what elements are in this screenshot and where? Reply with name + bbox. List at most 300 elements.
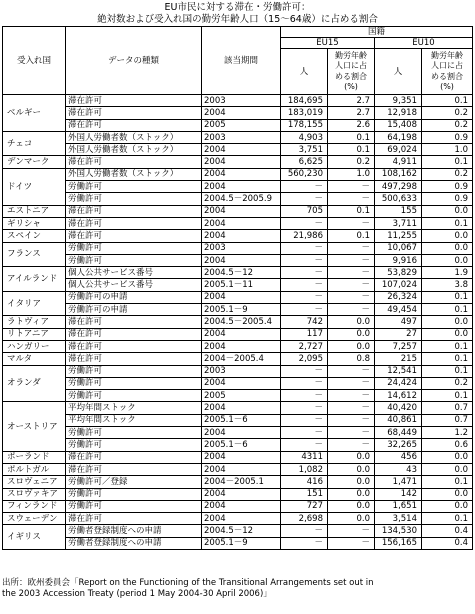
title-line-2: 絶対数および受入れ国の勤労年齢人口（15～64歳）に占める割合: [97, 14, 378, 25]
eu15-share-cell: 0.2: [328, 156, 375, 168]
data-type-cell: 平均年間ストック: [66, 414, 202, 426]
eu15-share-cell: －: [328, 254, 375, 266]
eu10-count-cell: 1,651: [375, 500, 422, 512]
eu10-count-cell: 11,255: [375, 230, 422, 242]
eu15-count-cell: －: [281, 377, 328, 389]
data-type-cell: 外国人労働者数（ストック）: [66, 144, 202, 156]
eu15-count-cell: －: [281, 427, 328, 439]
eu15-share-cell: －: [328, 242, 375, 254]
data-type-cell: 労働許可／登録: [66, 476, 202, 488]
period-cell: 2004: [202, 500, 281, 512]
eu10-count-cell: 15,408: [375, 119, 422, 131]
country-cell: マルタ: [3, 353, 66, 365]
period-cell: 2004.5－2005.9: [202, 193, 281, 205]
header-eu10-persons: 人: [375, 49, 422, 95]
eu15-count-cell: 727: [281, 500, 328, 512]
country-cell: イタリア: [3, 291, 66, 316]
eu15-count-cell: －: [281, 254, 328, 266]
eu10-share-cell: 0.0: [422, 328, 473, 340]
eu15-share-cell: －: [328, 291, 375, 303]
eu10-share-cell: 0.2: [422, 377, 473, 389]
eu15-count-cell: 4311: [281, 451, 328, 463]
period-cell: 2005.1－9: [202, 304, 281, 316]
eu10-count-cell: 69,024: [375, 144, 422, 156]
country-cell: スウェーデン: [3, 513, 66, 525]
eu15-count-cell: 742: [281, 316, 328, 328]
table-row: [3, 279, 473, 291]
country-cell: ベルギー: [3, 95, 66, 132]
eu10-share-cell: 0.6: [422, 439, 473, 451]
table-row: [3, 119, 473, 131]
period-cell: 2004: [202, 328, 281, 340]
period-cell: 2005.1－11: [202, 279, 281, 291]
period-cell: 2004－2005.1: [202, 476, 281, 488]
table-row: [3, 304, 473, 316]
eu15-share-cell: 0.0: [328, 340, 375, 352]
eu15-share-cell: 0.0: [328, 316, 375, 328]
eu10-count-cell: 497: [375, 316, 422, 328]
data-type-cell: 滞在許可: [66, 353, 202, 365]
data-type-cell: 労働者登録制度への申請: [66, 525, 202, 537]
table-row: [3, 537, 473, 549]
eu10-count-cell: 142: [375, 488, 422, 500]
country-cell: ドイツ: [3, 168, 66, 205]
data-type-cell: 労働者登録制度への申請: [66, 537, 202, 549]
eu15-share-cell: －: [328, 217, 375, 229]
header-period: 該当期間: [202, 27, 281, 95]
country-cell: ポルトガル: [3, 463, 66, 475]
eu10-count-cell: 68,449: [375, 427, 422, 439]
period-cell: 2003: [202, 131, 281, 143]
eu10-share-cell: 0.2: [422, 107, 473, 119]
eu15-count-cell: －: [281, 390, 328, 402]
eu10-share-cell: 0.1: [422, 304, 473, 316]
data-type-cell: 滞在許可: [66, 107, 202, 119]
eu15-share-cell: 2.7: [328, 107, 375, 119]
eu10-share-cell: 0.0: [422, 254, 473, 266]
eu10-count-cell: 40,420: [375, 402, 422, 414]
country-cell: ギリシャ: [3, 217, 66, 229]
data-type-cell: 労働許可: [66, 488, 202, 500]
country-cell: エストニア: [3, 205, 66, 217]
eu10-share-cell: 0.1: [422, 95, 473, 107]
eu10-share-cell: 0.9: [422, 181, 473, 193]
eu15-share-cell: 2.7: [328, 95, 375, 107]
eu15-share-cell: －: [328, 267, 375, 279]
data-type-cell: 個人公共サービス番号: [66, 279, 202, 291]
table-body: [3, 95, 473, 550]
eu10-share-cell: 0.1: [422, 156, 473, 168]
period-cell: 2004: [202, 144, 281, 156]
table-row: [3, 353, 473, 365]
table-row: [3, 451, 473, 463]
table-row: [3, 205, 473, 217]
period-cell: 2004.5－12: [202, 525, 281, 537]
eu15-count-cell: 6,625: [281, 156, 328, 168]
eu15-share-cell: 0.0: [328, 500, 375, 512]
eu10-share-cell: 0.0: [422, 316, 473, 328]
table-row: [3, 513, 473, 525]
table-row: [3, 242, 473, 254]
eu15-share-cell: －: [328, 181, 375, 193]
eu10-share-cell: 0.2: [422, 168, 473, 180]
country-cell: オーストリア: [3, 402, 66, 451]
eu15-share-cell: －: [328, 193, 375, 205]
eu15-share-cell: 0.1: [328, 205, 375, 217]
eu10-share-cell: 0.2: [422, 119, 473, 131]
eu15-share-cell: －: [328, 402, 375, 414]
eu10-count-cell: 7,257: [375, 340, 422, 352]
table-row: [3, 181, 473, 193]
eu15-count-cell: 117: [281, 328, 328, 340]
eu10-share-cell: 0.0: [422, 451, 473, 463]
eu10-share-cell: 0.7: [422, 402, 473, 414]
eu10-count-cell: 9,351: [375, 95, 422, 107]
eu15-share-cell: －: [328, 427, 375, 439]
data-type-cell: 滞在許可: [66, 205, 202, 217]
table-row: [3, 402, 473, 414]
eu15-count-cell: 4,903: [281, 131, 328, 143]
period-cell: 2004－2005.4: [202, 353, 281, 365]
eu15-count-cell: －: [281, 365, 328, 377]
table-row: [3, 217, 473, 229]
eu15-share-cell: －: [328, 279, 375, 291]
data-type-cell: 労働許可: [66, 439, 202, 451]
table-row: [3, 488, 473, 500]
period-cell: 2004.5－2005.4: [202, 316, 281, 328]
eu15-count-cell: －: [281, 181, 328, 193]
data-type-cell: 滞在許可: [66, 513, 202, 525]
period-cell: 2004: [202, 254, 281, 266]
eu15-count-cell: 416: [281, 476, 328, 488]
eu10-count-cell: 155: [375, 205, 422, 217]
eu10-share-cell: 0.1: [422, 476, 473, 488]
eu15-count-cell: －: [281, 279, 328, 291]
eu15-count-cell: 178,155: [281, 119, 328, 131]
eu15-share-cell: 1.0: [328, 168, 375, 180]
eu15-share-cell: 0.1: [328, 144, 375, 156]
header-eu15: EU15: [281, 38, 375, 49]
eu10-share-cell: 0.0: [422, 500, 473, 512]
table-row: [3, 267, 473, 279]
data-type-cell: 労働許可: [66, 427, 202, 439]
table-row: [3, 144, 473, 156]
table-row: [3, 340, 473, 352]
eu15-count-cell: 705: [281, 205, 328, 217]
country-cell: スロヴァキア: [3, 488, 66, 500]
eu10-share-cell: 0.1: [422, 217, 473, 229]
table-row: [3, 390, 473, 402]
eu15-count-cell: －: [281, 439, 328, 451]
eu10-count-cell: 26,324: [375, 291, 422, 303]
eu10-count-cell: 215: [375, 353, 422, 365]
data-type-cell: 労働許可の申請: [66, 304, 202, 316]
table-row: [3, 316, 473, 328]
data-type-cell: 労働許可: [66, 242, 202, 254]
eu10-count-cell: 500,633: [375, 193, 422, 205]
eu10-count-cell: 27: [375, 328, 422, 340]
eu15-share-cell: 0.1: [328, 230, 375, 242]
eu10-share-cell: 0.4: [422, 525, 473, 537]
eu10-share-cell: 1.9: [422, 267, 473, 279]
eu10-share-cell: 0.1: [422, 513, 473, 525]
eu10-count-cell: 9,916: [375, 254, 422, 266]
eu15-share-cell: －: [328, 439, 375, 451]
data-type-cell: 平均年間ストック: [66, 402, 202, 414]
data-type-cell: 滞在許可: [66, 230, 202, 242]
eu15-count-cell: －: [281, 267, 328, 279]
country-cell: デンマーク: [3, 156, 66, 168]
data-type-cell: 個人公共サービス番号: [66, 267, 202, 279]
eu15-share-cell: 0.8: [328, 353, 375, 365]
country-cell: オランダ: [3, 365, 66, 402]
table-header: [3, 27, 473, 95]
period-cell: 2004: [202, 107, 281, 119]
eu10-share-cell: 1.0: [422, 144, 473, 156]
header-data-type: データの種類: [66, 27, 202, 95]
table-row: [3, 463, 473, 475]
eu15-count-cell: －: [281, 242, 328, 254]
eu10-count-cell: 4,911: [375, 156, 422, 168]
country-cell: スロヴェニア: [3, 476, 66, 488]
country-cell: ポーランド: [3, 451, 66, 463]
period-cell: 2004: [202, 377, 281, 389]
table-row: [3, 365, 473, 377]
period-cell: 2004: [202, 291, 281, 303]
data-type-cell: 労働許可: [66, 377, 202, 389]
period-cell: 2005.1－6: [202, 414, 281, 426]
eu15-share-cell: 0.0: [328, 463, 375, 475]
data-type-cell: 滞在許可: [66, 340, 202, 352]
eu15-count-cell: 183,019: [281, 107, 328, 119]
eu10-count-cell: 3,711: [375, 217, 422, 229]
eu15-share-cell: 0.0: [328, 476, 375, 488]
period-cell: 2004: [202, 451, 281, 463]
source-note: [2, 578, 473, 600]
source-line-1: 出所：欧州委員会「Report on the Functioning of the Transitional Arrangements set out in: [2, 578, 374, 588]
eu10-count-cell: 134,530: [375, 525, 422, 537]
table-row: [3, 377, 473, 389]
eu10-count-cell: 53,829: [375, 267, 422, 279]
eu15-share-cell: 2.6: [328, 119, 375, 131]
data-type-cell: 労働許可の申請: [66, 291, 202, 303]
eu15-share-cell: 0.0: [328, 488, 375, 500]
eu10-share-cell: 0.0: [422, 230, 473, 242]
period-cell: 2003: [202, 95, 281, 107]
country-cell: スペイン: [3, 230, 66, 242]
eu10-share-cell: 0.9: [422, 131, 473, 143]
eu10-count-cell: 3,514: [375, 513, 422, 525]
eu15-count-cell: －: [281, 525, 328, 537]
data-type-cell: 労働許可: [66, 254, 202, 266]
period-cell: 2004: [202, 402, 281, 414]
eu10-count-cell: 156,165: [375, 537, 422, 549]
period-cell: 2004: [202, 230, 281, 242]
data-type-cell: 滞在許可: [66, 463, 202, 475]
data-type-cell: 滞在許可: [66, 316, 202, 328]
country-cell: ハンガリー: [3, 340, 66, 352]
period-cell: 2005: [202, 390, 281, 402]
eu15-count-cell: －: [281, 304, 328, 316]
eu10-share-cell: 0.9: [422, 193, 473, 205]
period-cell: 2004: [202, 217, 281, 229]
data-type-cell: 労働許可: [66, 193, 202, 205]
eu15-count-cell: 2,095: [281, 353, 328, 365]
data-type-cell: 労働許可: [66, 181, 202, 193]
table-row: [3, 193, 473, 205]
table-row: [3, 427, 473, 439]
eu10-count-cell: 456: [375, 451, 422, 463]
eu10-count-cell: 64,198: [375, 131, 422, 143]
data-type-cell: 滞在許可: [66, 328, 202, 340]
period-cell: 2003: [202, 365, 281, 377]
eu15-share-cell: －: [328, 537, 375, 549]
page-title: [0, 2, 475, 26]
header-eu10-share: 勤労年齢 人口に占 める割合 (%): [422, 49, 473, 95]
eu15-share-cell: 0.0: [328, 513, 375, 525]
period-cell: 2004: [202, 156, 281, 168]
table-row: [3, 254, 473, 266]
eu15-count-cell: 151: [281, 488, 328, 500]
eu15-count-cell: －: [281, 402, 328, 414]
eu15-count-cell: 184,695: [281, 95, 328, 107]
data-type-cell: 労働許可: [66, 365, 202, 377]
data-type-cell: 労働許可: [66, 500, 202, 512]
eu10-count-cell: 497,298: [375, 181, 422, 193]
eu10-share-cell: 0.0: [422, 463, 473, 475]
period-cell: 2004: [202, 488, 281, 500]
eu10-count-cell: 43: [375, 463, 422, 475]
eu15-share-cell: 0.0: [328, 451, 375, 463]
eu10-count-cell: 108,162: [375, 168, 422, 180]
eu15-share-cell: 0.0: [328, 328, 375, 340]
eu10-share-cell: 3.8: [422, 279, 473, 291]
period-cell: 2004: [202, 205, 281, 217]
table-row: [3, 414, 473, 426]
table-row: [3, 439, 473, 451]
period-cell: 2003: [202, 242, 281, 254]
eu15-share-cell: －: [328, 365, 375, 377]
eu15-share-cell: 0.1: [328, 131, 375, 143]
table-row: [3, 500, 473, 512]
data-type-cell: 滞在許可: [66, 119, 202, 131]
eu10-count-cell: 14,612: [375, 390, 422, 402]
period-cell: 2004: [202, 513, 281, 525]
eu15-count-cell: 21,986: [281, 230, 328, 242]
eu15-share-cell: －: [328, 390, 375, 402]
header-eu15-persons: 人: [281, 49, 328, 95]
table-row: [3, 328, 473, 340]
data-type-cell: 滞在許可: [66, 95, 202, 107]
eu10-count-cell: 12,918: [375, 107, 422, 119]
table-row: [3, 476, 473, 488]
eu15-share-cell: －: [328, 414, 375, 426]
eu15-count-cell: －: [281, 291, 328, 303]
table-row: [3, 131, 473, 143]
period-cell: 2004: [202, 181, 281, 193]
title-line-1: EU市民に対する滞在・労働許可：: [164, 2, 311, 13]
header-nationality: 国籍: [281, 27, 473, 38]
eu15-count-cell: 560,230: [281, 168, 328, 180]
country-cell: ラトヴィア: [3, 316, 66, 328]
eu15-count-cell: －: [281, 537, 328, 549]
period-cell: 2004: [202, 427, 281, 439]
period-cell: 2005.1－6: [202, 439, 281, 451]
eu10-share-cell: 0.1: [422, 365, 473, 377]
data-type-cell: 滞在許可: [66, 217, 202, 229]
eu10-count-cell: 12,541: [375, 365, 422, 377]
table-row: [3, 230, 473, 242]
table-row: [3, 156, 473, 168]
country-cell: フィンランド: [3, 500, 66, 512]
country-cell: イギリス: [3, 525, 66, 550]
table-row: [3, 95, 473, 107]
data-type-cell: 滞在許可: [66, 156, 202, 168]
eu10-count-cell: 49,454: [375, 304, 422, 316]
eu10-count-cell: 10,067: [375, 242, 422, 254]
eu10-share-cell: 0.4: [422, 537, 473, 549]
eu10-count-cell: 24,424: [375, 377, 422, 389]
eu15-share-cell: －: [328, 525, 375, 537]
eu10-count-cell: 32,265: [375, 439, 422, 451]
eu10-share-cell: 0.1: [422, 291, 473, 303]
eu15-share-cell: －: [328, 377, 375, 389]
period-cell: 2005: [202, 119, 281, 131]
country-cell: リトアニア: [3, 328, 66, 340]
eu10-share-cell: 0.0: [422, 242, 473, 254]
eu15-count-cell: 2,698: [281, 513, 328, 525]
table-row: [3, 168, 473, 180]
eu10-share-cell: 0.0: [422, 205, 473, 217]
data-type-cell: 外国人労働者数（ストック）: [66, 131, 202, 143]
eu10-count-cell: 107,024: [375, 279, 422, 291]
period-cell: 2005.1－9: [202, 537, 281, 549]
eu15-count-cell: 2,727: [281, 340, 328, 352]
eu15-count-cell: －: [281, 414, 328, 426]
country-cell: アイルランド: [3, 267, 66, 292]
country-cell: チェコ: [3, 131, 66, 156]
eu10-share-cell: 0.0: [422, 488, 473, 500]
eu15-count-cell: 3,751: [281, 144, 328, 156]
data-type-cell: 滞在許可: [66, 451, 202, 463]
eu10-share-cell: 0.1: [422, 390, 473, 402]
period-cell: 2004.5－12: [202, 267, 281, 279]
table-row: [3, 291, 473, 303]
eu15-count-cell: －: [281, 217, 328, 229]
country-cell: フランス: [3, 242, 66, 267]
period-cell: 2004: [202, 463, 281, 475]
period-cell: 2004: [202, 340, 281, 352]
eu10-share-cell: 0.1: [422, 340, 473, 352]
eu15-count-cell: 1,082: [281, 463, 328, 475]
eu10-share-cell: 0.1: [422, 353, 473, 365]
header-country: 受入れ国: [3, 27, 66, 95]
data-type-cell: 労働許可: [66, 390, 202, 402]
source-line-2: the 2003 Accession Treaty (period 1 May 2004-30 April 2006)」: [2, 589, 272, 599]
table-row: [3, 107, 473, 119]
header-eu15-share: 勤労年齢 人口に占 める割合 (%): [328, 49, 375, 95]
data-type-cell: 外国人労働者数（ストック）: [66, 168, 202, 180]
eu10-share-cell: 1.2: [422, 427, 473, 439]
period-cell: 2004: [202, 168, 281, 180]
permits-table: [2, 26, 473, 550]
eu10-count-cell: 40,861: [375, 414, 422, 426]
eu15-share-cell: －: [328, 304, 375, 316]
header-eu10: EU10: [375, 38, 473, 49]
eu10-share-cell: 0.7: [422, 414, 473, 426]
table-row: [3, 525, 473, 537]
eu15-count-cell: －: [281, 193, 328, 205]
